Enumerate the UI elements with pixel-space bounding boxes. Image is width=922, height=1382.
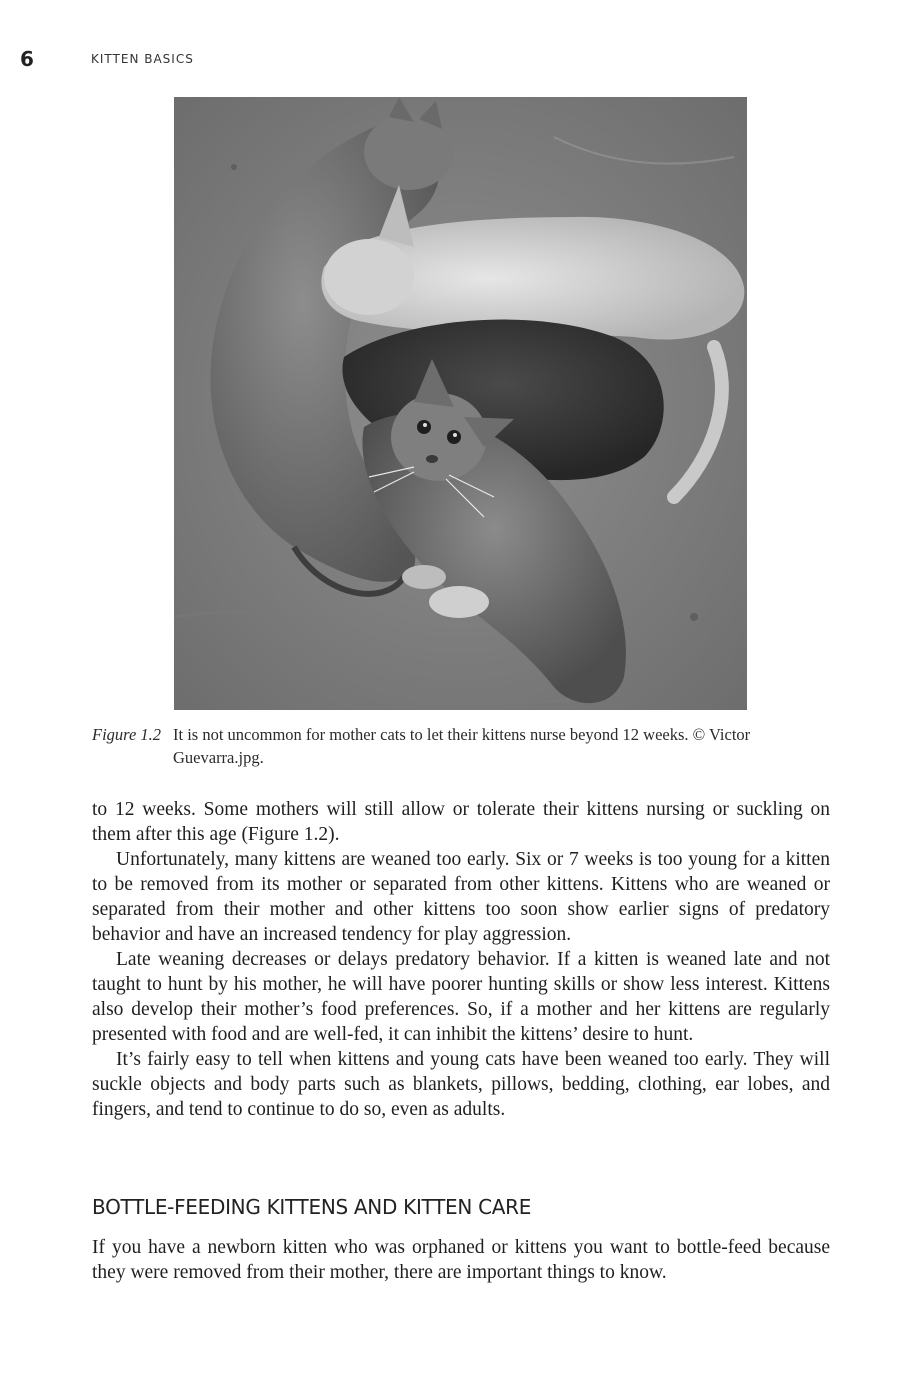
section-heading: BOTTLE-FEEDING KITTENS AND KITTEN CARE	[92, 1195, 532, 1219]
running-head-title: KITTEN BASICS	[91, 52, 194, 66]
photo-illustration	[174, 97, 747, 710]
body-text	[92, 797, 830, 1122]
paragraph-late-weaning: Late weaning decreases or delays predatory behavior. If a kitten is weaned late and not taught to hunt by his mother, he will have poorer hunting skills or show less interest. Kittens also develop their mother’s food preferences. So, if a mother and her kittens are regularly presented with food and are well-fed, it can inhibit the kittens’ desire to hunt.	[92, 949, 830, 1045]
running-head	[20, 44, 194, 74]
figure-photo-nursing-kittens	[174, 97, 747, 710]
paragraph-continuation: to 12 weeks. Some mothers will still allow or tolerate their kittens nursing or suckling on them after this age (Figure 1.2).	[92, 799, 830, 845]
figure-label: Figure 1.2	[92, 725, 162, 744]
section-intro-paragraph: If you have a newborn kitten who was orphaned or kittens you want to bottle-feed because they were removed from their mother, there are important things to know.	[92, 1237, 830, 1283]
figure-caption	[92, 723, 830, 769]
figure-caption-text: It is not uncommon for mother cats to let their kittens nurse beyond 12 weeks. © Victor Guevarra.jpg.	[173, 725, 751, 767]
page-number: 6	[20, 47, 34, 71]
paragraph-early-weaning: Unfortunately, many kittens are weaned too early. Six or 7 weeks is too young for a kitten to be removed from its mother or separated from other kittens. Kittens who are weaned or separated from their mother and other kittens too soon show earlier signs of predatory behavior and have an increased tendency for play aggression.	[92, 849, 830, 945]
paragraph-weaning-signs: It’s fairly easy to tell when kittens and young cats have been weaned too early. They will suckle objects and body parts such as blankets, pillows, bedding, clothing, ear lobes, and fingers, and tend to continue to do so, even as adults.	[92, 1049, 830, 1120]
